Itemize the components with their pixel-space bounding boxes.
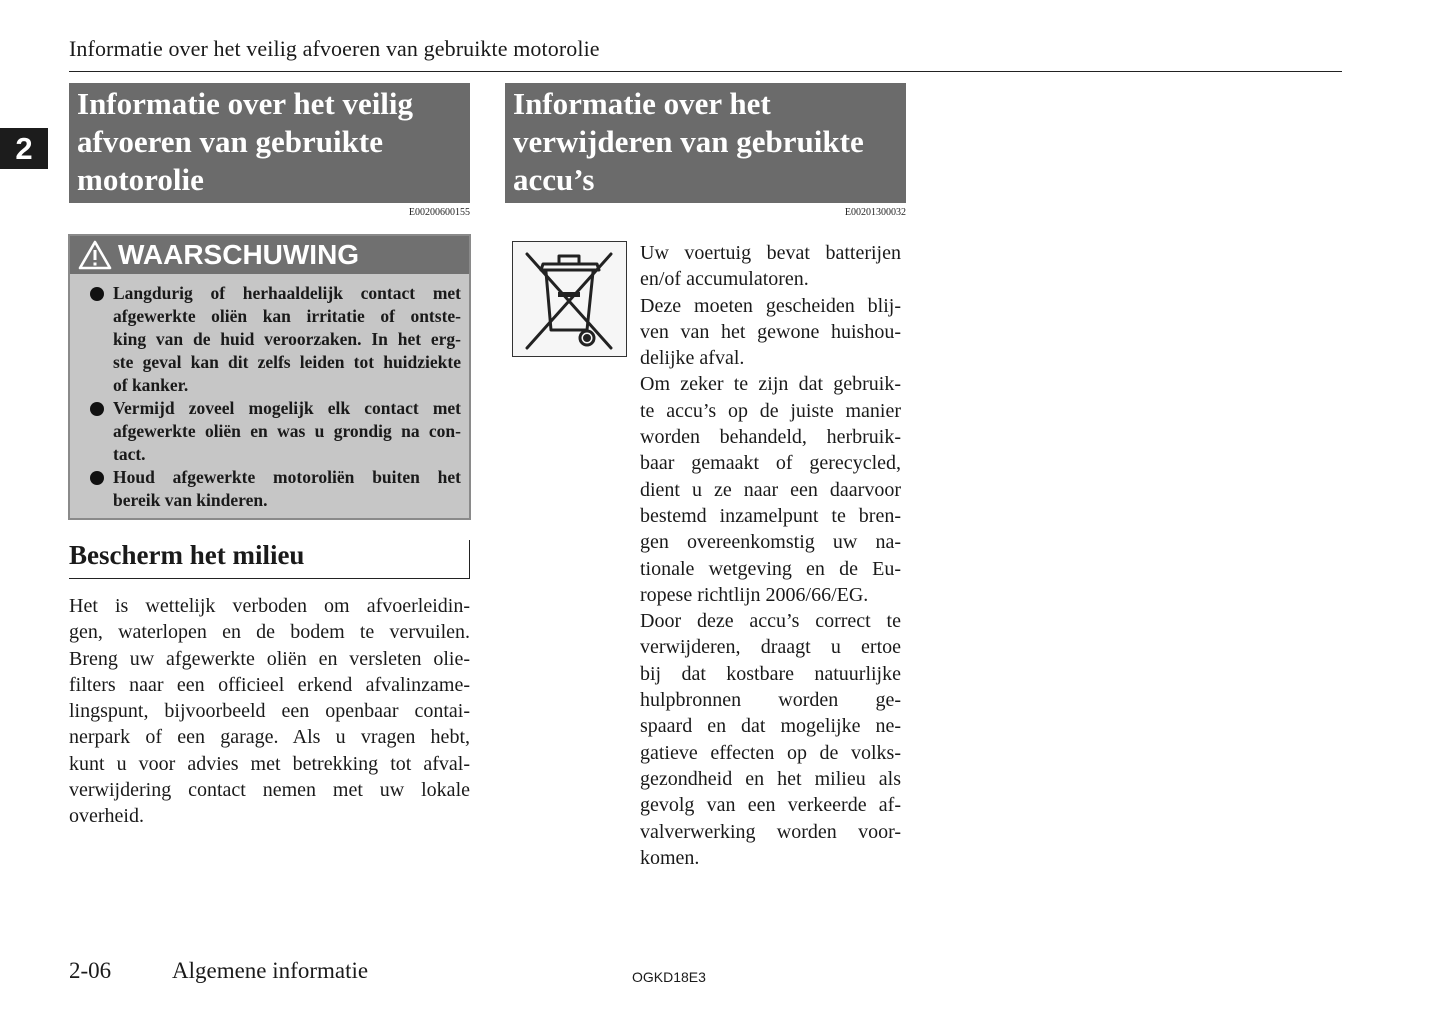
body-line: delijke afval.: [640, 347, 745, 370]
body-line: valverwerking worden voor-: [640, 820, 901, 843]
right-section-code: E00201300032: [844, 207, 906, 218]
warning-line: bereik van kinderen.: [113, 490, 268, 510]
warning-line: ste geval kan dit zelfs leiden tot huidziekte: [113, 352, 461, 372]
warning-box: [68, 234, 471, 520]
chapter-tab: 2: [0, 128, 48, 169]
warning-header: [70, 236, 469, 274]
body-line: Om zeker te zijn dat gebruik-: [640, 373, 901, 396]
right-title-line: Informatie over het: [513, 86, 771, 121]
warning-line: tact.: [113, 444, 146, 464]
left-body-paragraph: [69, 593, 470, 830]
body-line: worden behandeld, herbruik-: [640, 426, 901, 449]
warning-item: [80, 282, 461, 397]
warning-line: Vermijd zoveel mogelijk elk contact met: [113, 398, 461, 418]
warning-line: king van de huid veroorzaken. In het erg-: [113, 329, 461, 349]
body-line: gen, waterlopen en de bodem te vervuilen.: [69, 621, 470, 644]
warning-list: [70, 274, 469, 512]
body-line: gatieve effecten op de volks-: [640, 741, 901, 764]
right-title-line: accu’s: [513, 162, 595, 197]
body-line: verwijderen, draagt u ertoe: [640, 636, 901, 659]
body-line: en/of accumulatoren.: [640, 268, 809, 291]
right-title-line: verwijderen van gebruikte: [513, 124, 864, 159]
body-line: kunt u voor advies met betrekking tot afval-: [69, 752, 470, 775]
warning-line: Langdurig of herhaaldelijk contact met: [113, 283, 461, 303]
body-line: hulpbronnen worden ge-: [640, 689, 901, 712]
left-title-line: Informatie over het veilig: [77, 86, 414, 121]
bullet-icon: [90, 402, 104, 416]
page-number: 2-06: [69, 958, 112, 983]
body-line: komen.: [640, 846, 700, 869]
footer-section-name: Algemene informatie: [172, 958, 369, 983]
wheelie-bin-svg: [513, 242, 625, 355]
footer-doc-code: OGKD18E3: [632, 969, 706, 985]
warning-line: of kanker.: [113, 375, 189, 395]
bullet-icon: [90, 287, 104, 301]
left-section-code: E00200600155: [408, 207, 470, 218]
body-line: Uw voertuig bevat batterijen: [640, 242, 901, 264]
body-line: spaard en dat mogelijke ne-: [640, 715, 901, 738]
bullet-icon: [90, 471, 104, 485]
body-line: Door deze accu’s correct te: [640, 610, 901, 633]
left-section-title: [69, 83, 470, 203]
right-section-title: [505, 83, 906, 203]
body-line: overheid.: [69, 805, 144, 828]
header-rule: [69, 71, 1342, 72]
body-line: filters naar een officieel erkend afvalinzame-: [69, 673, 470, 696]
body-line: ropese richtlijn 2006/66/EG.: [640, 583, 869, 606]
warning-line: afgewerkte oliën kan irritatie of ontste-: [113, 306, 461, 326]
body-line: lingspunt, bijvoorbeeld een openbaar contai-: [69, 700, 470, 723]
body-line: Breng uw afgewerkte oliën en versleten olie-: [69, 647, 470, 670]
body-line: verwijdering contact nemen met uw lokale: [69, 779, 470, 802]
warning-line: afgewerkte oliën en was u grondig na con-: [113, 421, 461, 441]
left-title-line: motorolie: [77, 162, 204, 197]
body-line: bij dat kostbare natuurlijke: [640, 662, 901, 685]
right-body-paragraph: [640, 240, 901, 871]
body-line: dient u ze naar een daarvoor: [640, 478, 901, 501]
body-line: baar gemaakt of gerecycled,: [640, 452, 901, 475]
running-header: Informatie over het veilig afvoeren van gebruikte motorolie: [69, 36, 600, 61]
body-line: gevolg van een verkeerde af-: [640, 794, 901, 817]
body-line: te accu’s op de juiste manier: [640, 399, 901, 422]
body-line: ven van het gewone huishou-: [640, 320, 901, 343]
body-line: bestemd inzamelpunt te bren-: [640, 504, 901, 527]
body-line: Het is wettelijk verboden om afvoerleidin-: [69, 595, 470, 617]
body-line: nerpark of een garage. Als u vragen hebt,: [69, 726, 470, 749]
warning-item: [80, 397, 461, 466]
warning-item: [80, 466, 461, 512]
warning-line: Houd afgewerkte motoroliën buiten het: [113, 467, 461, 487]
body-line: tionale wetgeving en de Eu-: [640, 557, 901, 580]
body-line: gen overeenkomstig uw na-: [640, 531, 901, 554]
crossed-out-wheelie-bin-icon: [512, 241, 627, 357]
body-line: Deze moeten gescheiden blij-: [640, 294, 901, 317]
warning-heading: WAARSCHUWING: [118, 239, 360, 270]
left-title-line: afvoeren van gebruikte: [77, 124, 383, 159]
warning-triangle-icon: [78, 240, 112, 270]
section-subheading: Bescherm het milieu: [69, 540, 470, 579]
body-line: gezondheid en het milieu als: [640, 767, 901, 790]
